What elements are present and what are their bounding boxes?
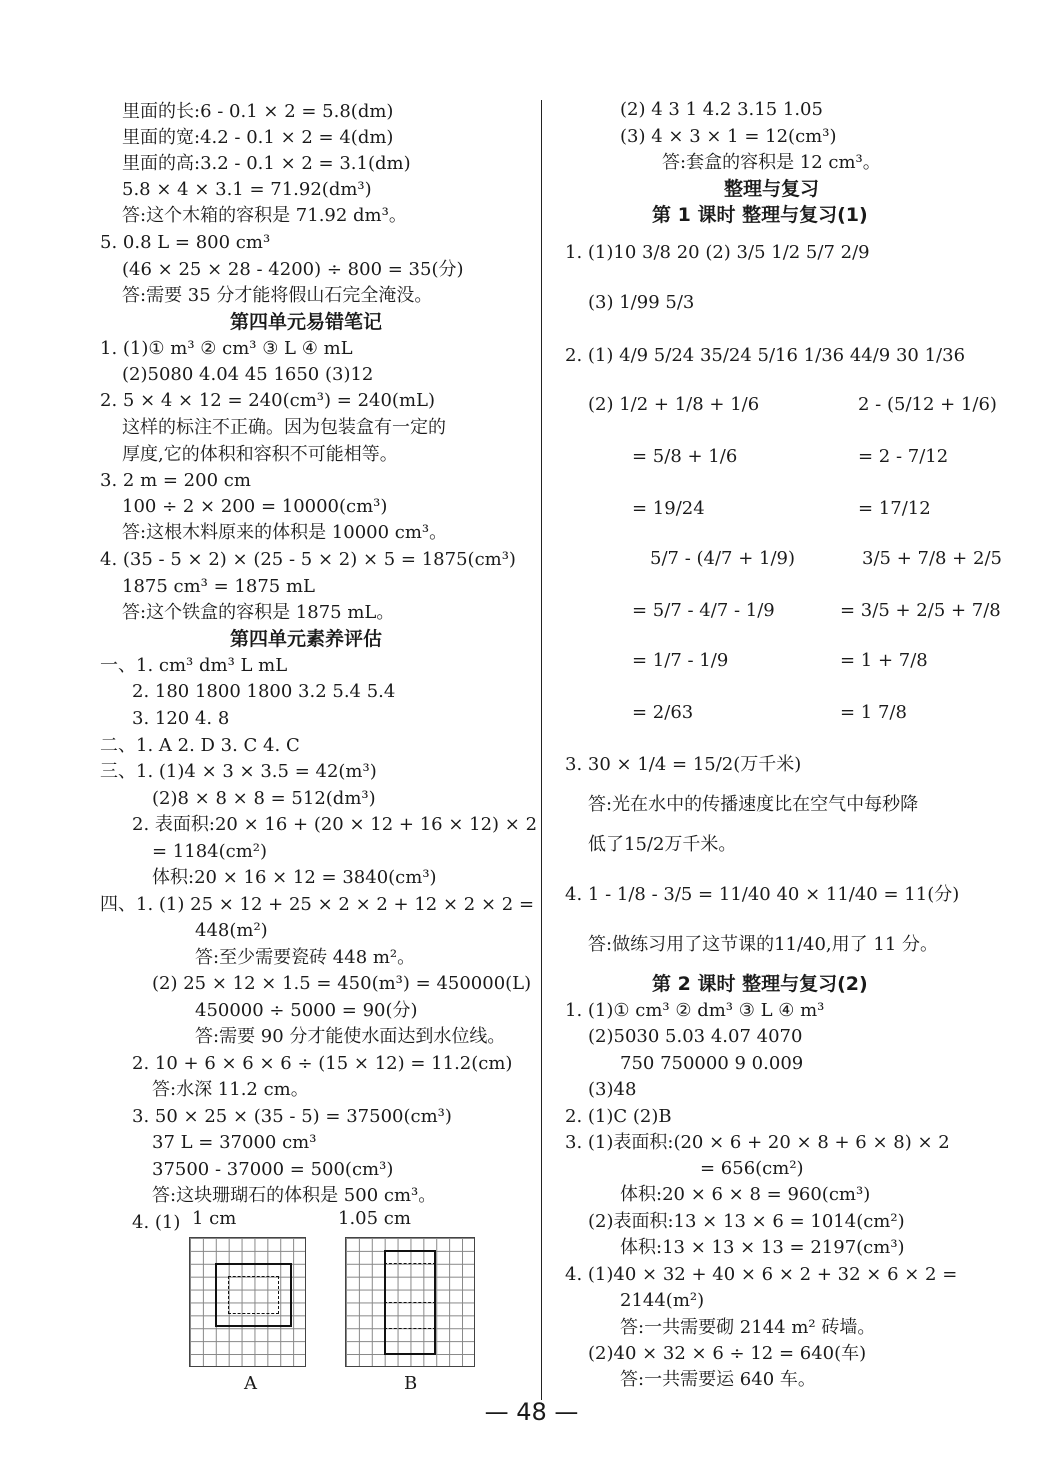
text-line: 2144(m²) bbox=[620, 1290, 705, 1311]
text-line: 2. 表面积:20 × 16 + (20 × 12 + 16 × 12) × 2 bbox=[132, 814, 538, 835]
text-line: 厚度,它的体积和容积不可能相等。 bbox=[122, 444, 398, 465]
text-line: 1. (1)① cm³ ② dm³ ③ L ④ m³ bbox=[565, 1000, 825, 1021]
text-line: 四、1. (1) 25 × 12 + 25 × 2 × 2 + 12 × 2 × 2 = bbox=[100, 894, 535, 915]
text-line: 答:至少需要瓷砖 448 m²。 bbox=[195, 947, 416, 968]
grid-figure-b bbox=[345, 1237, 475, 1367]
text-line: 这样的标注不正确。因为包装盒有一定的 bbox=[122, 417, 446, 438]
text-line: 体积:13 × 13 × 13 = 2197(cm³) bbox=[620, 1237, 905, 1258]
text-line: (2) 1/2 + 1/8 + 1/6 bbox=[588, 394, 760, 415]
text-line: 1. (1)① m³ ② cm³ ③ L ④ mL bbox=[100, 338, 353, 359]
text-line: = 656(cm²) bbox=[700, 1158, 804, 1179]
text-line: 里面的宽:4.2 - 0.1 × 2 = 4(dm) bbox=[122, 127, 394, 148]
text-line: 2. (1)C (2)B bbox=[565, 1106, 672, 1127]
text-line: 体积:20 × 16 × 12 = 3840(cm³) bbox=[152, 867, 437, 888]
text-line: 3/5 + 7/8 + 2/5 bbox=[862, 548, 1002, 569]
text-line: (2)40 × 32 × 6 ÷ 12 = 640(车) bbox=[588, 1343, 867, 1364]
text-line: 37 L = 37000 cm³ bbox=[152, 1132, 317, 1153]
text-line: 5.8 × 4 × 3.1 = 71.92(dm³) bbox=[122, 179, 372, 200]
text-line: 2. 180 1800 1800 3.2 5.4 5.4 bbox=[132, 681, 396, 702]
text-line: = 1184(cm²) bbox=[152, 841, 268, 862]
grid-label: B bbox=[404, 1373, 418, 1394]
text-line: 答:这块珊瑚石的体积是 500 cm³。 bbox=[152, 1185, 437, 1206]
text-line: (2)表面积:13 × 13 × 6 = 1014(cm²) bbox=[588, 1211, 905, 1232]
text-line: 3. 30 × 1/4 = 15/2(万千米) bbox=[565, 754, 802, 775]
text-line: 2. 10 + 6 × 6 × 6 ÷ (15 × 12) = 11.2(cm) bbox=[132, 1053, 513, 1074]
grid-figure-a bbox=[189, 1237, 306, 1367]
text-line: 答:一共需要运 640 车。 bbox=[620, 1369, 816, 1390]
text-line: 3. (1)表面积:(20 × 6 + 20 × 8 + 6 × 8) × 2 bbox=[565, 1132, 950, 1153]
text-line: 2. (1) 4/9 5/24 35/24 5/16 1/36 44/9 30 1/36 bbox=[565, 345, 966, 366]
section-heading: 第 1 课时 整理与复习(1) bbox=[652, 204, 868, 226]
text-line: (2) 25 × 12 × 1.5 = 450(m³) = 450000(L) bbox=[152, 973, 532, 994]
grid-label: A bbox=[244, 1373, 257, 1394]
text-line: 三、1. (1)4 × 3 × 3.5 = 42(m³) bbox=[100, 761, 377, 782]
text-line: 答:一共需要砌 2144 m² 砖墙。 bbox=[620, 1317, 876, 1338]
text-line: 4. (35 - 5 × 2) × (25 - 5 × 2) × 5 = 1875(cm³) bbox=[100, 549, 516, 570]
text-line: 750 750000 9 0.009 bbox=[620, 1053, 804, 1074]
text-line: 5/7 - (4/7 + 1/9) bbox=[650, 548, 796, 569]
text-line: 37500 - 37000 = 500(cm³) bbox=[152, 1159, 394, 1180]
text-line: 答:水深 11.2 cm。 bbox=[152, 1079, 309, 1100]
text-line: (2)5080 4.04 45 1650 (3)12 bbox=[122, 364, 374, 385]
figure-b-dashed-1 bbox=[384, 1263, 436, 1264]
text-line: = 5/8 + 1/6 bbox=[632, 446, 738, 467]
text-line: = 17/12 bbox=[858, 498, 931, 519]
text-line: (3) 4 × 3 × 1 = 12(cm³) bbox=[620, 126, 837, 147]
text-line: 二、1. A 2. D 3. C 4. C bbox=[100, 735, 300, 756]
text-line: 里面的高:3.2 - 0.1 × 2 = 3.1(dm) bbox=[122, 153, 411, 174]
text-line: 2 - (5/12 + 1/6) bbox=[858, 394, 997, 415]
text-line: 4. (1) bbox=[132, 1212, 181, 1233]
text-line: (3) 1/99 5/3 bbox=[588, 292, 695, 313]
figure-b-dashed-2 bbox=[384, 1302, 436, 1303]
text-line: = 1 + 7/8 bbox=[840, 650, 928, 671]
text-line: 答:这根木料原来的体积是 10000 cm³。 bbox=[122, 522, 448, 543]
text-line: 答:光在水中的传播速度比在空气中每秒降 bbox=[588, 794, 919, 815]
column-divider bbox=[541, 100, 542, 1400]
text-line: 3. 120 4. 8 bbox=[132, 708, 230, 729]
text-line: 3. 50 × 25 × (35 - 5) = 37500(cm³) bbox=[132, 1106, 452, 1127]
text-line: 4. (1)40 × 32 + 40 × 6 × 2 + 32 × 6 × 2 = bbox=[565, 1264, 958, 1285]
text-line: 里面的长:6 - 0.1 × 2 = 5.8(dm) bbox=[122, 101, 394, 122]
text-line: 3. 2 m = 200 cm bbox=[100, 470, 251, 491]
text-line: = 2/63 bbox=[632, 702, 694, 723]
text-line: 答:做练习用了这节课的11/40,用了 11 分。 bbox=[588, 934, 939, 955]
section-heading: 整理与复习 bbox=[724, 178, 820, 200]
text-line: (3)48 bbox=[588, 1079, 637, 1100]
text-line: 答:这个木箱的容积是 71.92 dm³。 bbox=[122, 205, 407, 226]
text-line: (46 × 25 × 28 - 4200) ÷ 800 = 35(分) bbox=[122, 259, 464, 280]
page-number: — 48 — bbox=[484, 1398, 579, 1426]
text-line: 一、1. cm³ dm³ L mL bbox=[100, 655, 288, 676]
figure-a-dashed bbox=[228, 1276, 279, 1314]
text-line: 1875 cm³ = 1875 mL bbox=[122, 576, 315, 597]
text-line: 5. 0.8 L = 800 cm³ bbox=[100, 232, 271, 253]
text-line: (2)8 × 8 × 8 = 512(dm³) bbox=[152, 788, 376, 809]
text-line: 答:套盒的容积是 12 cm³。 bbox=[662, 152, 881, 173]
section-heading: 第 2 课时 整理与复习(2) bbox=[652, 973, 868, 995]
text-line: = 3/5 + 2/5 + 7/8 bbox=[840, 600, 1001, 621]
text-line: 448(m²) bbox=[195, 920, 268, 941]
text-line: 答:这个铁盒的容积是 1875 mL。 bbox=[122, 602, 395, 623]
text-line: 100 ÷ 2 × 200 = 10000(cm³) bbox=[122, 496, 388, 517]
text-line: 4. 1 - 1/8 - 3/5 = 11/40 40 × 11/40 = 11(分) bbox=[565, 884, 960, 905]
text-line: (2) 4 3 1 4.2 3.15 1.05 bbox=[620, 99, 823, 120]
grid-label: 1 cm bbox=[192, 1208, 237, 1229]
text-line: 2. 5 × 4 × 12 = 240(cm³) = 240(mL) bbox=[100, 390, 435, 411]
text-line: 低了15/2万千米。 bbox=[588, 834, 737, 855]
text-line: 1. (1)10 3/8 20 (2) 3/5 1/2 5/7 2/9 bbox=[565, 242, 870, 263]
figure-b-dashed-3 bbox=[384, 1328, 436, 1329]
text-line: = 1 7/8 bbox=[840, 702, 907, 723]
text-line: = 2 - 7/12 bbox=[858, 446, 949, 467]
text-line: 答:需要 90 分才能使水面达到水位线。 bbox=[195, 1026, 506, 1047]
section-heading: 第四单元易错笔记 bbox=[230, 311, 383, 333]
text-line: 450000 ÷ 5000 = 90(分) bbox=[195, 1000, 418, 1021]
text-line: 答:需要 35 分才能将假山石完全淹没。 bbox=[122, 285, 433, 306]
grid-label: 1.05 cm bbox=[338, 1208, 411, 1229]
text-line: = 5/7 - 4/7 - 1/9 bbox=[632, 600, 775, 621]
text-line: = 1/7 - 1/9 bbox=[632, 650, 729, 671]
text-line: = 19/24 bbox=[632, 498, 705, 519]
text-line: 体积:20 × 6 × 8 = 960(cm³) bbox=[620, 1184, 871, 1205]
text-line: (2)5030 5.03 4.07 4070 bbox=[588, 1026, 803, 1047]
section-heading: 第四单元素养评估 bbox=[230, 628, 383, 650]
